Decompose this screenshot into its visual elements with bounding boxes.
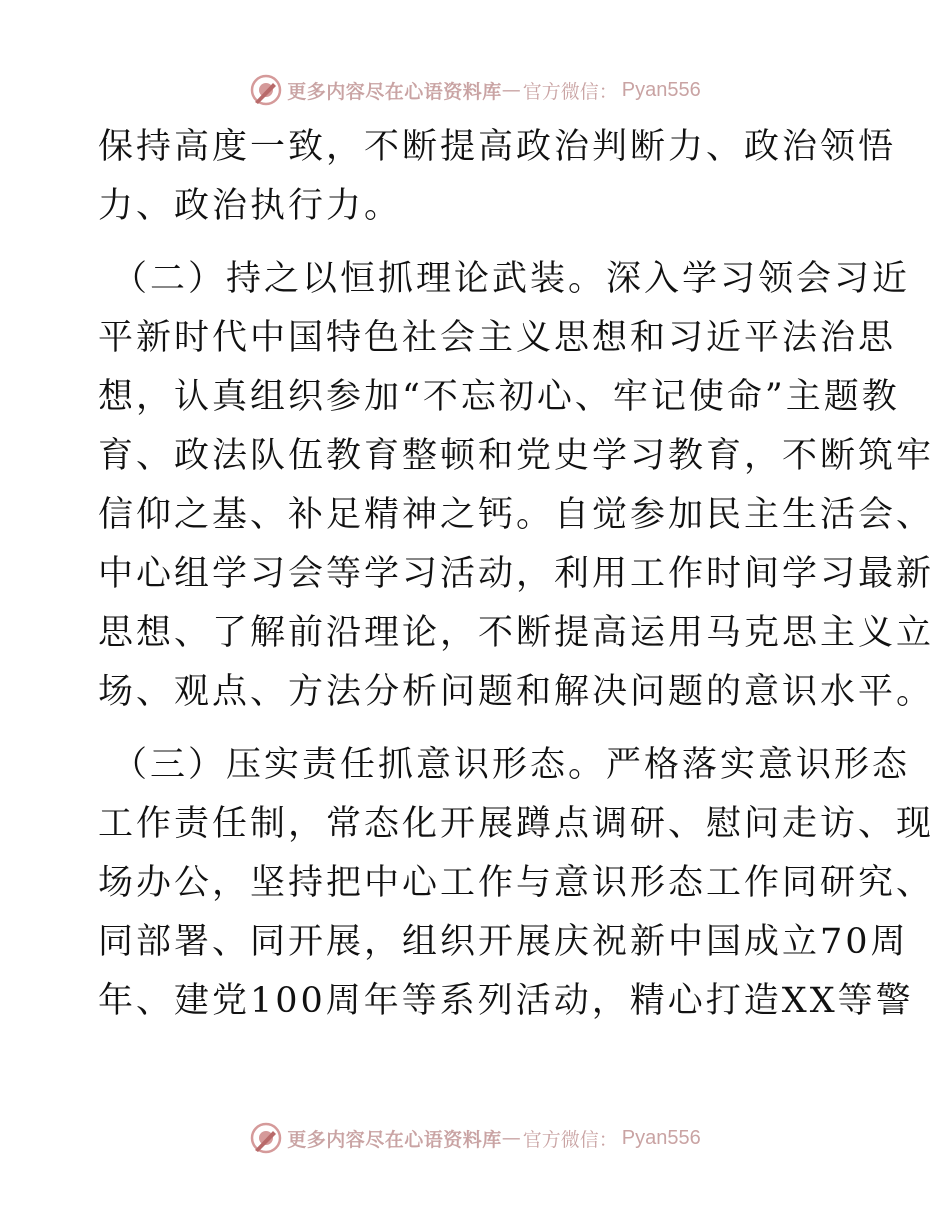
paragraph-1 (98, 118, 897, 236)
section-heading-line: （三）压实责任抓意识形态。严格落实意识形态 (112, 745, 911, 785)
footer-watermark (0, 1118, 950, 1158)
text-line: 信仰之基、补足精神之钙。自觉参加民主生活会、 (98, 495, 935, 535)
text-line: 想，认真组织参加“不忘初心、牢记使命”主题教 (98, 377, 900, 417)
text-line: 平新时代中国特色社会主义思想和习近平法治思 (98, 318, 897, 358)
watermark-site-text: 更多内容尽在心语资料库 (287, 1128, 502, 1151)
text-line: 中心组学习会等学习活动，利用工作时间学习最新 (98, 554, 935, 594)
text-line: 年、建党100周年等系列活动，精心打造XX等警 (98, 981, 914, 1021)
text-line: 场办公，坚持把中心工作与意识形态工作同研究、 (98, 863, 935, 903)
watermark-dash: — (501, 1127, 521, 1149)
text-line: 保持高度一致，不断提高政治判断力、政治领悟 (98, 127, 897, 167)
watermark-site-text: 更多内容尽在心语资料库 (287, 80, 502, 103)
pen-logo-icon (249, 73, 283, 107)
text-line: 同部署、同开展，组织开展庆祝新中国成立70周 (98, 922, 909, 962)
text-line: 力、政治执行力。 (98, 186, 403, 226)
watermark-account: Pyan556 (621, 1126, 701, 1149)
header-watermark (0, 70, 950, 110)
document-body (98, 118, 935, 1031)
section-heading-line: （二）持之以恒抓理论武装。深入学习领会习近 (112, 259, 911, 299)
text-line: 思想、了解前沿理论，不断提高运用马克思主义立 (98, 613, 935, 653)
watermark-label: 官方微信： (522, 80, 618, 103)
watermark-label: 官方微信： (522, 1128, 618, 1151)
paragraph-2 (98, 250, 935, 722)
paragraph-3 (98, 736, 935, 1031)
text-line: 工作责任制，常态化开展蹲点调研、慰问走访、现 (98, 804, 935, 844)
pen-logo-icon (249, 1121, 283, 1155)
text-line: 育、政法队伍教育整顿和党史学习教育，不断筑牢 (98, 436, 935, 476)
text-line: 场、观点、方法分析问题和解决问题的意识水平。 (98, 672, 935, 712)
watermark-dash: — (501, 79, 521, 101)
watermark-account: Pyan556 (621, 78, 701, 101)
